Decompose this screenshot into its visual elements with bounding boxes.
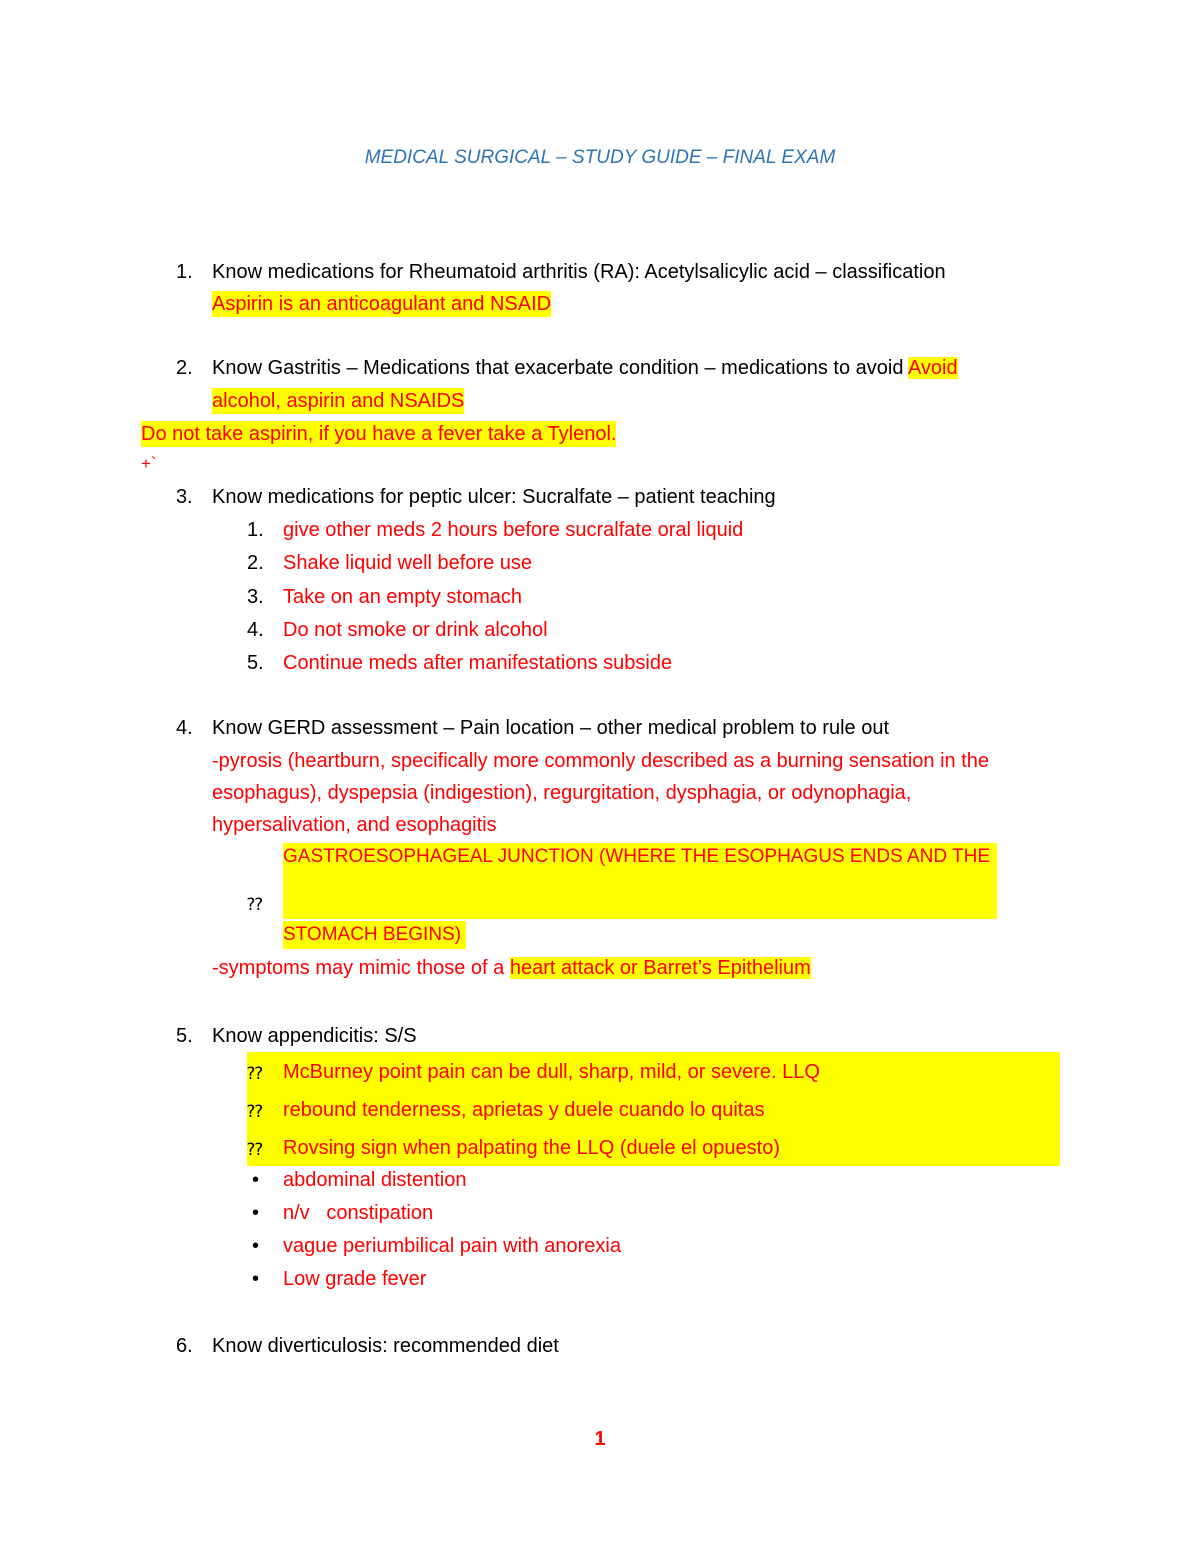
note-text: Do not take aspirin, if you have a fever take a Tylenol.: [141, 423, 617, 445]
subitem-text: Do not smoke or drink alcohol: [283, 619, 548, 641]
bullet-icon: •: [252, 1268, 260, 1290]
subitem-text: Continue meds after manifestations subside: [283, 652, 673, 674]
item-question: Know medications for peptic ulcer: Sucralfate – patient teaching: [212, 486, 776, 508]
item-number: 6.: [176, 1335, 193, 1357]
subitem-number: 3.: [247, 586, 264, 608]
item-number: 4.: [176, 717, 193, 739]
subitem-number: 5.: [247, 652, 264, 674]
mimic-highlight: heart attack or Barret’s Epithelium: [509, 957, 811, 979]
bullet-text: n/v constipation: [283, 1202, 434, 1224]
item-question: Know GERD assessment – Pain location – other medical problem to rule out: [212, 717, 890, 739]
item-question: Know diverticulosis: recommended diet: [212, 1335, 559, 1357]
item-question-text: Know Gastritis – Medications that exacerbate condition – medications to avoid: [212, 357, 904, 379]
bullet-icon: •: [252, 1235, 260, 1257]
item-answer-line: -pyrosis (heartburn, specifically more commonly described as a burning sensation in the: [212, 750, 990, 772]
missing-glyph-marker: ⁇: [247, 1102, 263, 1121]
subitem-number: 1.: [247, 519, 264, 541]
item-answer: Avoid: [907, 357, 958, 379]
bullet-text: McBurney point pain can be dull, sharp, mild, or severe. LLQ: [283, 1061, 820, 1083]
missing-glyph-marker: ⁇: [247, 895, 263, 914]
subitem-text: give other meds 2 hours before sucralfate oral liquid: [283, 519, 744, 541]
location-line: GASTROESOPHAGEAL JUNCTION (WHERE THE ESOPHAGUS ENDS AND THE: [283, 846, 990, 867]
bullet-text: abdominal distention: [283, 1169, 467, 1191]
subitem-text: Shake liquid well before use: [283, 552, 533, 574]
item-number: 2.: [176, 357, 193, 379]
subitem-number: 4.: [247, 619, 264, 641]
bullet-text: vague periumbilical pain with anorexia: [283, 1235, 621, 1257]
page-title: MEDICAL SURGICAL – STUDY GUIDE – FINAL EXAM: [364, 147, 836, 168]
bullet-icon: •: [252, 1202, 260, 1224]
item-question: Know medications for Rheumatoid arthritis (RA): Acetylsalicylic acid – classification: [212, 261, 946, 283]
missing-glyph-marker: ⁇: [247, 1064, 263, 1083]
item-answer-line: hypersalivation, and esophagitis: [212, 814, 497, 836]
item-answer: alcohol, aspirin and NSAIDS: [212, 390, 465, 412]
item-question: Know appendicitis: S/S: [212, 1025, 417, 1047]
item-number: 3.: [176, 486, 193, 508]
item-answer-line: esophagus), dyspepsia (indigestion), regurgitation, dysphagia, or odynophagia,: [212, 782, 912, 804]
item-answer: Aspirin is an anticoagulant and NSAID: [212, 293, 552, 315]
bullet-text: rebound tenderness, aprietas y duele cuando lo quitas: [283, 1099, 765, 1121]
item-question: [212, 355, 958, 381]
location-line: STOMACH BEGINS): [283, 924, 462, 945]
missing-glyph-marker: ⁇: [247, 1140, 263, 1159]
mimic-prefix: -symptoms may mimic those of a: [212, 957, 505, 979]
page-number: 1: [594, 1428, 606, 1450]
bullet-text: Rovsing sign when palpating the LLQ (duele el opuesto): [283, 1137, 780, 1159]
mimic-line: [212, 955, 811, 981]
bullet-text: Low grade fever: [283, 1268, 427, 1290]
item-number: 1.: [176, 261, 193, 283]
item-number: 5.: [176, 1025, 193, 1047]
subitem-text: Take on an empty stomach: [283, 586, 523, 608]
stray-text: +`: [141, 454, 157, 473]
subitem-number: 2.: [247, 552, 264, 574]
bullet-icon: •: [252, 1169, 260, 1191]
